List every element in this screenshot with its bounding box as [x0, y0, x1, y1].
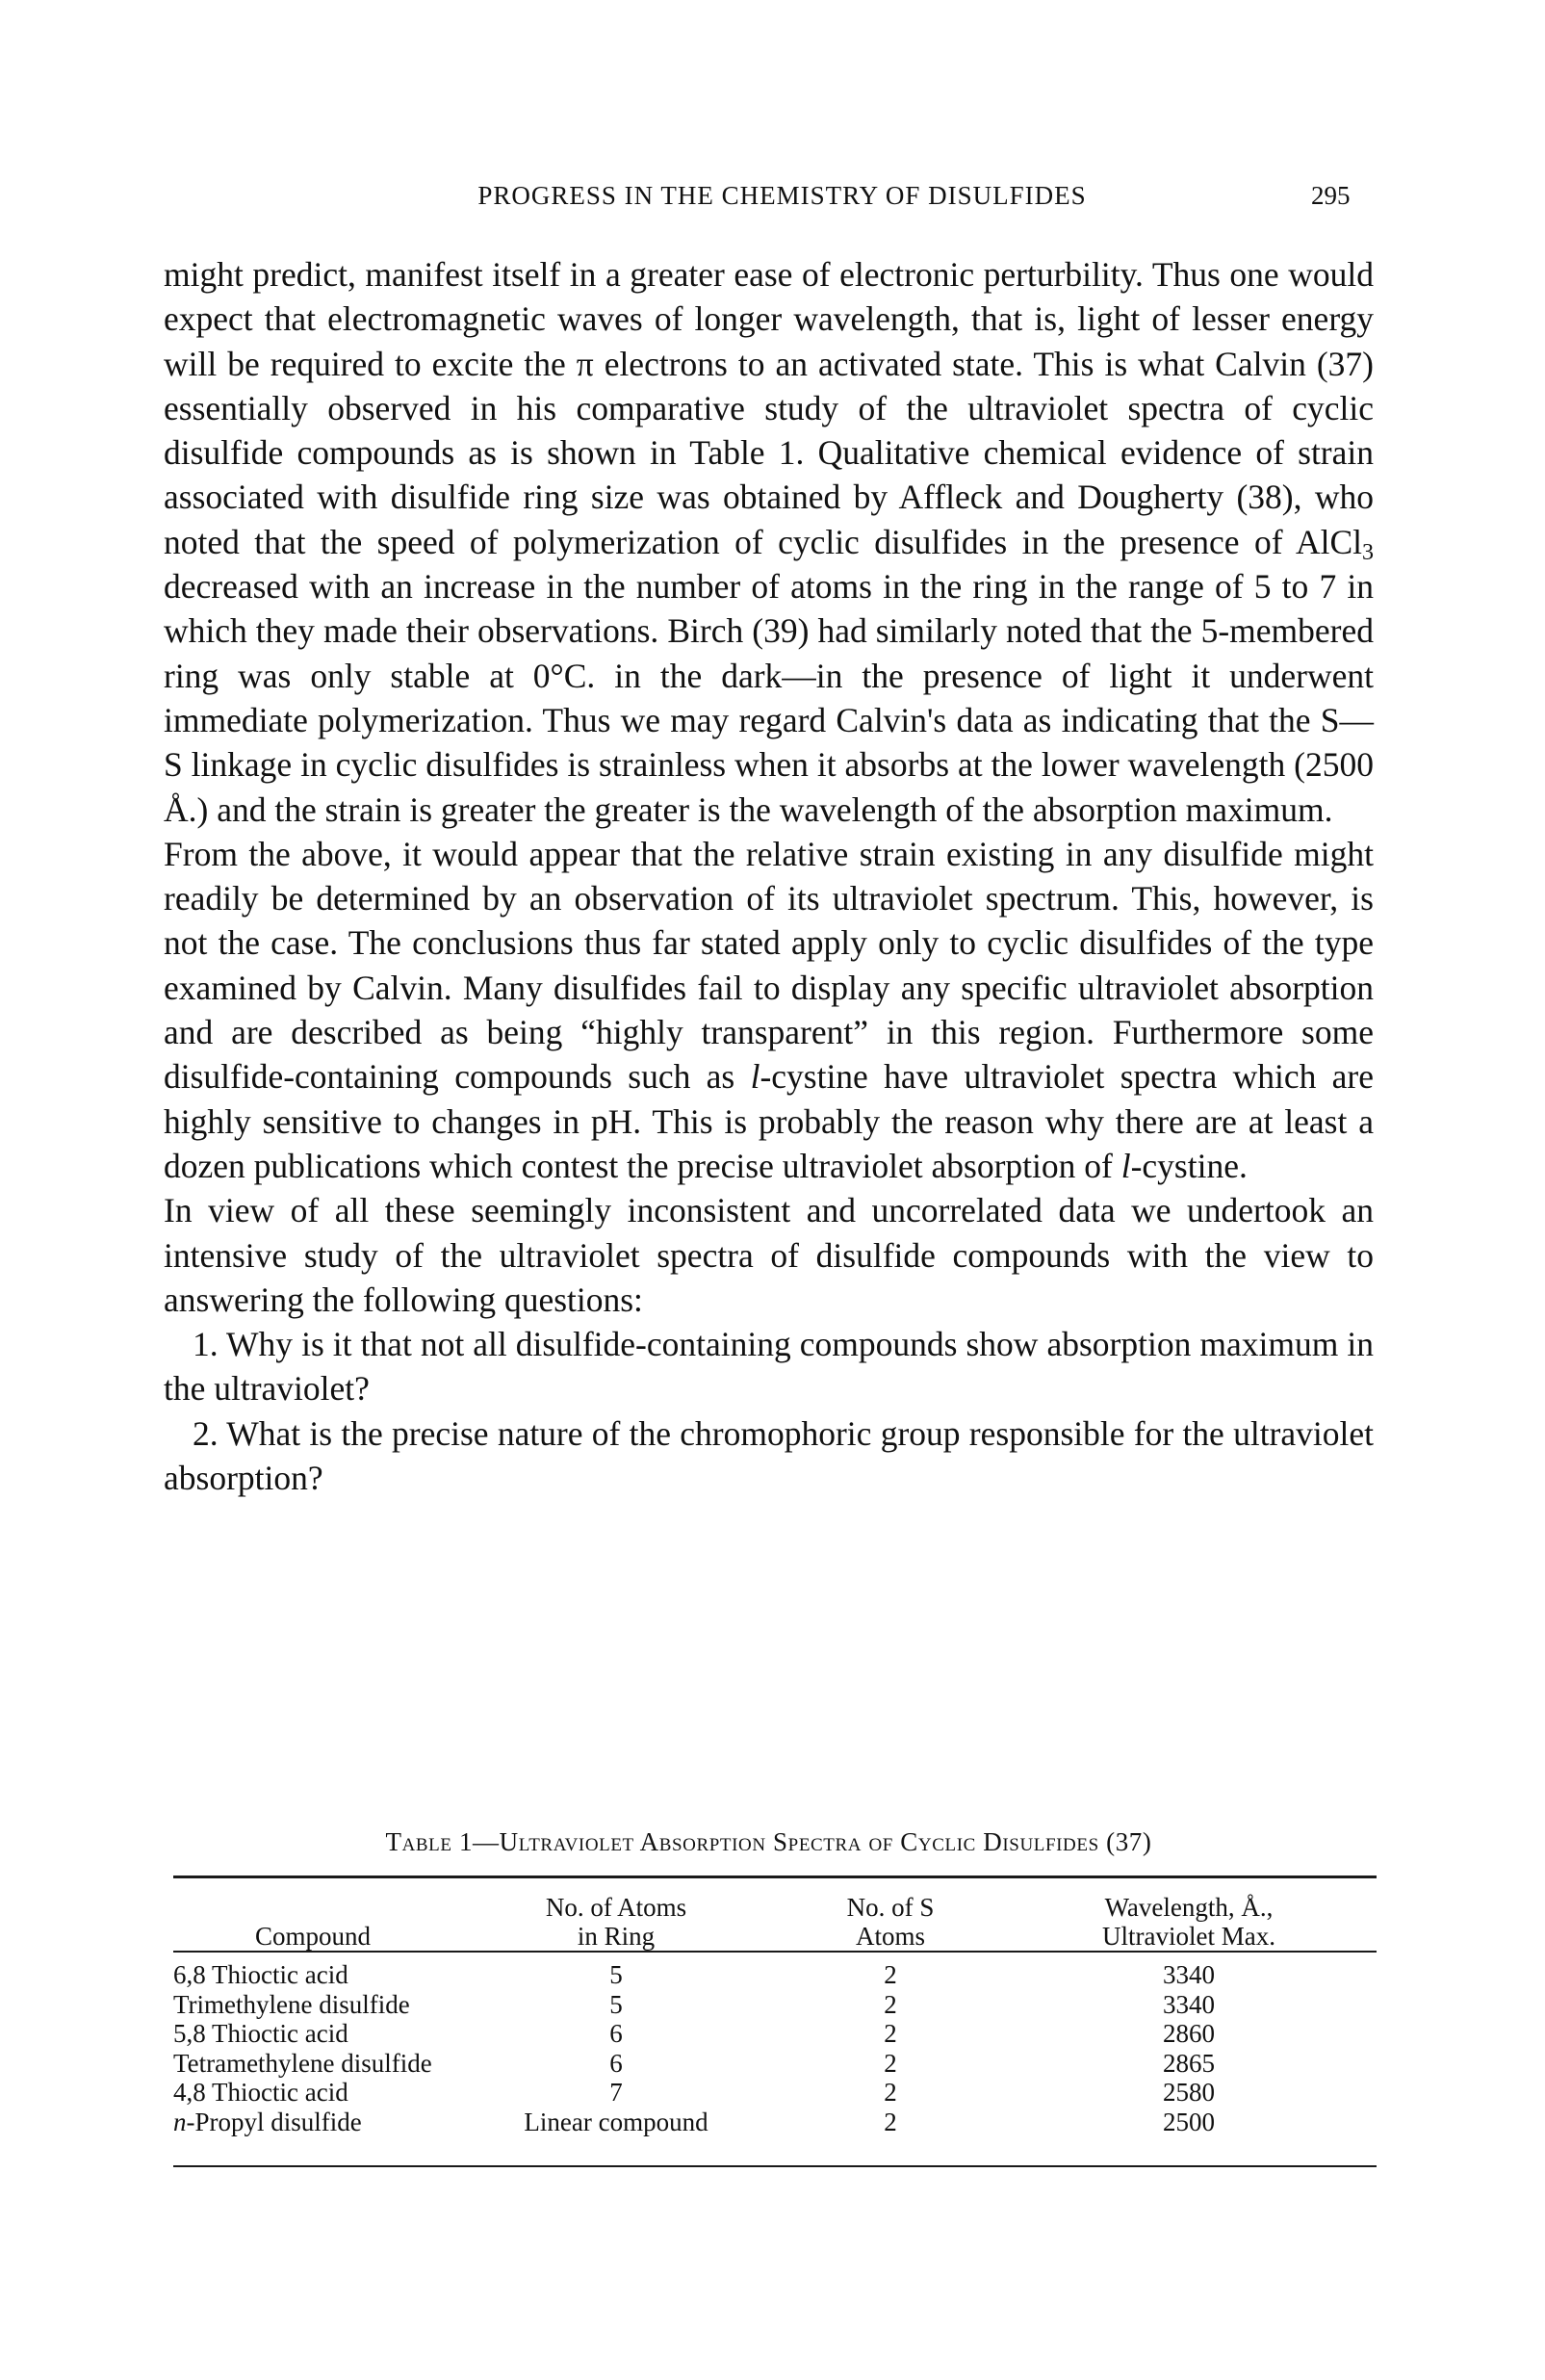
page-number: 295 [1311, 181, 1351, 210]
cell-compound: 4,8 Thioctic acid [173, 2078, 348, 2107]
question-1: 1. Why is it that not all disulfide-containing compounds show absorption maximum in the ultraviolet? [164, 1325, 1374, 1409]
paragraph-2-part-c: -cystine. [1130, 1146, 1248, 1185]
cell-wavelength: 2860 [1163, 2019, 1215, 2048]
header-wavelength: Wavelength, Å., Ultraviolet Max. [1102, 1893, 1275, 1951]
paragraph-3: In view of all these seemingly inconsistent and uncorrelated data we undertook an intensive study of the ultraviolet spectra of disulfide compounds with the view to answering the following questions: [164, 1191, 1374, 1319]
cell-atoms: Linear compound [524, 2107, 708, 2136]
cell-wavelength: 3340 [1163, 1960, 1215, 1989]
cell-s-atoms: 2 [884, 2019, 897, 2048]
subscript-3: 3 [1362, 539, 1374, 565]
cell-s-atoms: 2 [884, 2107, 897, 2136]
cell-wavelength: 3340 [1163, 1989, 1215, 2019]
paragraph-1-part-b: decreased with an increase in the number of atoms in the ring in the range of 5 to 7 in which they made their observations. Birch (39) had similarly noted that the 5-membered ring was only stable at 0°C. in the dark—in the presence of light it underwent immediate polymerization. Thus we may regard Calvin's data as indicating that the S—S linkage in cyclic disulfides is strainless when it absorbs at the lower wavelength (2500 Å.) and the strain is greater the greater is the wavelength of the absorption maximum. [164, 567, 1374, 829]
header-s-atoms: No. of S Atoms [846, 1893, 935, 1951]
table-row [173, 1990, 1377, 2020]
cell-atoms: 6 [609, 2048, 623, 2078]
paragraph-2-part-b: -cystine have ultraviolet spectra which are highly sensitive to changes in pH. This is probably the reason why there are at least a dozen publications which contest the precise ultraviolet absorption of [164, 1057, 1374, 1185]
cell-atoms: 6 [609, 2019, 623, 2048]
cell-compound: 5,8 Thioctic acid [173, 2019, 348, 2048]
paragraph-1-part-a: might predict, manifest itself in a greater ease of electronic perturbility. Thus one would expect that electromagnetic waves of longer wavelength, that is, light of lesser energy will be required to excite the π electrons to an activated state. This is what Calvin (37) essentially observed in his comparative study of the ultraviolet spectra of cyclic disulfide compounds as is shown in Table 1. Qualitative chemical evidence of strain associated with disulfide ring size was obtained by Affleck and Dougherty (38), who noted that the speed of polymerization of cyclic disulfides in the presence of AlCl [164, 255, 1374, 561]
cell-s-atoms: 2 [884, 2078, 897, 2107]
cell-compound: Tetramethylene disulfide [173, 2048, 432, 2078]
table-rule-top [173, 1876, 1377, 1878]
cell-s-atoms: 2 [884, 2048, 897, 2078]
cell-atoms: 7 [609, 2078, 623, 2107]
cell-compound: Trimethylene disulfide [173, 1989, 410, 2019]
table-caption [164, 1827, 1374, 1857]
table-row [173, 2019, 1377, 2049]
header-atoms-in-ring: No. of Atoms in Ring [545, 1893, 687, 1951]
cell-wavelength: 2865 [1163, 2048, 1215, 2078]
table-row [173, 2108, 1377, 2137]
table-caption-title: Ultraviolet Absorption Spectra of Cyclic Disulfides (37) [499, 1827, 1152, 1856]
data-table [173, 1879, 1377, 2136]
cell-compound: n-Propyl disulfide [173, 2107, 362, 2136]
question-2: 2. What is the precise nature of the chromophoric group responsible for the ultraviolet absorption? [164, 1413, 1374, 1498]
table-row [173, 2049, 1377, 2079]
table-row [173, 2078, 1377, 2108]
italic-l-2: l [1120, 1146, 1131, 1185]
table-rule-bottom [173, 2165, 1377, 2167]
header-compound: Compound [254, 1922, 371, 1951]
italic-l-1: l [750, 1057, 760, 1097]
cell-compound: 6,8 Thioctic acid [173, 1960, 348, 1989]
cell-wavelength: 2500 [1163, 2107, 1215, 2136]
table-row [173, 1951, 1377, 1990]
paragraph-2-part-a: From the above, it would appear that the relative strain existing in any disulfide might readily be determined by an observation of its ultraviolet spectrum. This, however, is not the case. The conclusions thus far stated apply only to cyclic disulfides of the type examined by Calvin. Many disulfides fail to display any specific ultraviolet absorption and are described as being “highly transparent” in this region. Furthermore some disulfide-containing compounds such as [164, 834, 1374, 1097]
cell-s-atoms: 2 [884, 1989, 897, 2019]
table-caption-lead: Table 1— [385, 1827, 500, 1856]
body-text [164, 252, 1374, 1500]
cell-atoms: 5 [609, 1960, 623, 1989]
cell-atoms: 5 [609, 1989, 623, 2019]
cell-wavelength: 2580 [1163, 2078, 1215, 2107]
paragraph-1 [164, 252, 1374, 832]
paragraph-2 [164, 832, 1374, 1188]
running-title: PROGRESS IN THE CHEMISTRY OF DISULFIDES [477, 181, 1087, 210]
cell-s-atoms: 2 [884, 1960, 897, 1989]
running-head [0, 181, 1545, 220]
table-header-row [173, 1879, 1377, 1951]
